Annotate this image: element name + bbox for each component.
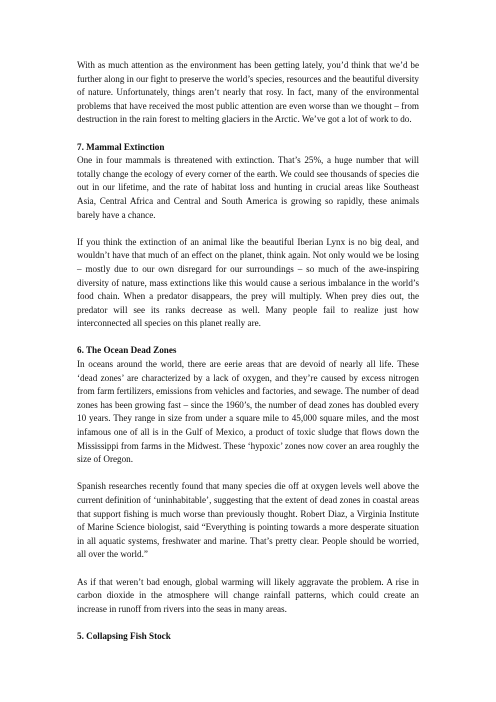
mammal-extinction-paragraph-2: If you think the extinction of an animal like the beautiful Iberian Lynx is no big deal, and wouldn’t have that much of an effect on the planet, think again. Not only would we be losing – mostly due to our own disregard for our surroundings – so much of the awe-inspiring diversity of nature, mass extinctions like this would cause a serious imbalance in the world’s food chain. When a predator disappears, the prey will multiply. When prey dies out, the predator will see its ranks decrease as well. Many people fail to realize just how interconnected all species on this planet really are. (77, 236, 419, 329)
section-heading-collapsing-fish-stock: 5. Collapsing Fish Stock (77, 630, 171, 641)
mammal-extinction-paragraph-1: One in four mammals is threatened with extinction. That’s 25%, a huge number that will totally change the ecology of every corner of the earth. We could see thousands of species die out in our lifetime, and the rate of habitat loss and hunting in crucial areas like Southeast Asia, Central Africa and Central and South America is growing so rapidly, these animals barely have a chance. (77, 155, 419, 220)
section-heading-ocean-dead-zones: 6. The Ocean Dead Zones (77, 345, 177, 356)
article-body (77, 59, 419, 644)
dead-zones-paragraph-3: As if that weren’t bad enough, global warming will likely aggravate the problem. A rise in carbon dioxide in the atmosphere will change rainfall patterns, which could create an increase in runoff from rivers into the seas in many areas. (77, 576, 419, 614)
intro-paragraph: With as much attention as the environment has been getting lately, you’d think that we’d be further along in our fight to preserve the world’s species, resources and the beautiful diversity of nature. Unfortunately, things aren’t nearly that rosy. In fact, many of the environmental problems that have received the most public attention are even worse than we thought – from destruction in the rain forest to melting glaciers in the Arctic. We’ve got a lot of work to do. (77, 60, 419, 125)
dead-zones-paragraph-1: In oceans around the world, there are eerie areas that are devoid of nearly all life. These ‘dead zones’ are characterized by a lack of oxygen, and they’re caused by excess nitrogen from farm fertilizers, emissions from vehicles and factories, and sewage. The number of dead zones has been growing fast – since the 1960’s, the number of dead zones has doubled every 10 years. They range in size from under a square mile to 45,000 square miles, and the most infamous one of all is in the Gulf of Mexico, a product of toxic sludge that flows down the Mississippi from farms in the Midwest. These ‘hypoxic’ zones now cover an area roughly the size of Oregon. (77, 359, 419, 465)
section-heading-mammal-extinction: 7. Mammal Extinction (77, 141, 165, 152)
dead-zones-paragraph-2: Spanish researches recently found that many species die off at oxygen levels well above the current definition of ‘uninhabitable’, suggesting that the extent of dead zones in coastal areas that support fishing is much worse than previously thought. Robert Diaz, a Virginia Institute of Marine Science biologist, said “Everything is pointing towards a more desperate situation in all aquatic systems, freshwater and marine. That’s pretty clear. People should be worried, all over the world.” (77, 481, 419, 560)
